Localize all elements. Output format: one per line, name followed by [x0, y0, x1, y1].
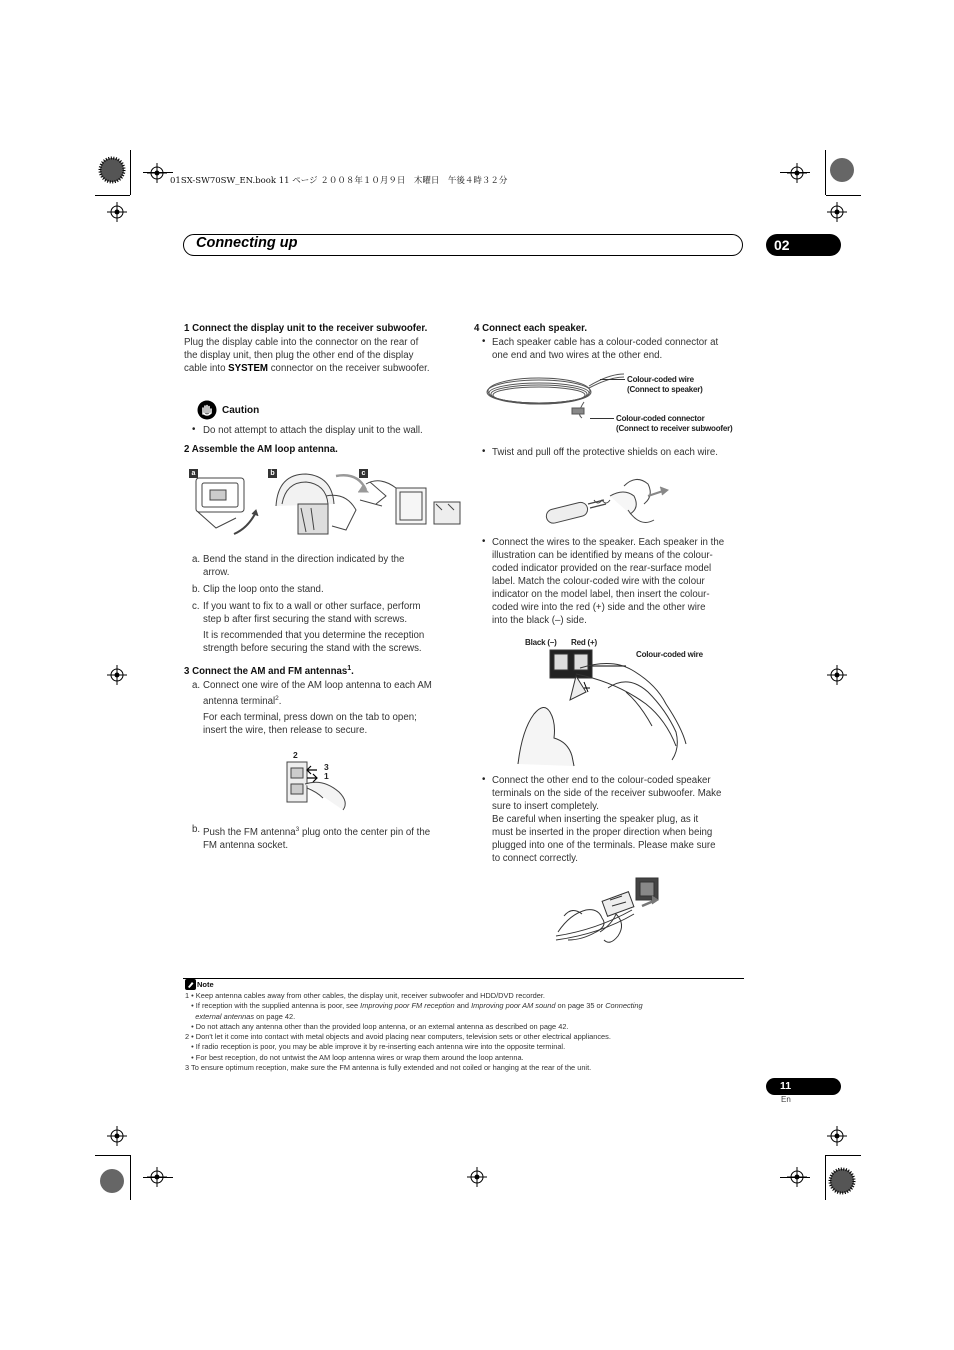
speaker-cable-illustration: [484, 368, 634, 428]
step4-bullet-4: Connect the other end to the colour-coded speaker terminals on the side of the receiver subwoofer. Make sure to insert completely. Be careful when inserting the speaker plug, as it must be inserted in the proper direction when being plugged into one of the terminals. Please make sure to connect correctly.: [492, 775, 722, 864]
bullet-icon: •: [482, 536, 486, 547]
section-title: Connecting up: [196, 235, 298, 251]
step1-line: the display unit, then plug the other end of the display: [184, 350, 414, 361]
step3-a-para: For each terminal, press down on the tab to open; insert the wire, then release to secure.: [203, 712, 417, 736]
colour-coded-wire-label: Colour-coded wire (Connect to speaker): [627, 375, 703, 394]
color-bar-disc-icon: [827, 1166, 857, 1196]
leader-line: [590, 418, 614, 419]
crop-mark: [95, 195, 130, 196]
crop-mark: [95, 1155, 130, 1156]
step3-heading: 3 Connect the AM and FM antennas$^1$.: [184, 665, 354, 678]
note-divider: [183, 978, 744, 979]
figure-label-a: a: [189, 469, 198, 478]
step1-line: cable into SYSTEM connector on the receiver subwoofer.: [184, 363, 430, 374]
step2-item-a: a. Bend the stand in the direction indicated by the arrow.: [192, 554, 405, 578]
page-number: 11: [780, 1080, 792, 1092]
note-line: 1 • Keep antenna cables away from other cables, the display unit, receiver subwoofer and HDD/DVD recorder.: [185, 991, 545, 1000]
speaker-terminal-illustration: [516, 648, 688, 766]
note-line: • If reception with the supplied antenna is poor, see Improving poor FM reception and Improving poor AM sound on page 35 or Connecting: [185, 1001, 643, 1011]
red-terminal-label: Red (+): [571, 638, 597, 647]
step2-heading: 2 Assemble the AM loop antenna.: [184, 444, 338, 455]
bullet-icon: •: [482, 446, 486, 457]
terminal-step-1: 1: [324, 771, 329, 781]
note-line: • Do not attach any antenna other than the provided loop antenna, or an external antenna as described on page 42.: [185, 1021, 569, 1031]
step2-item-c: c. If you want to fix to a wall or other surface, perform step b after first securing the stand with screws.: [192, 601, 421, 625]
step4-bullet-2: Twist and pull off the protective shields on each wire.: [492, 447, 718, 458]
registration-mark-icon: [787, 1167, 807, 1187]
speaker-plug-illustration: [556, 874, 662, 946]
step1-body: [184, 336, 464, 375]
caution-label: Caution: [222, 405, 260, 416]
note-line: external antennas on page 42.: [185, 1011, 296, 1021]
note-pencil-icon: [185, 979, 196, 990]
file-header: 01SX-SW70SW_EN.book 11 ページ ２００８年１０月９日 木曜日 午後４時３２分: [170, 176, 508, 186]
crop-mark: [825, 150, 826, 195]
step3-item-b: b. Push the FM antenna$^3$ plug onto the center pin of the FM antenna socket.: [192, 824, 431, 852]
twist-wire-illustration: [544, 470, 674, 530]
caution-hand-icon: [197, 400, 217, 420]
note-line: • If radio reception is poor, you may be able improve it by re-inserting each antenna wire into the opposite terminal.: [185, 1042, 566, 1052]
registration-mark-icon: [467, 1167, 487, 1187]
black-terminal-label: Black (–): [525, 638, 557, 647]
color-bar-disc-icon: [97, 1166, 127, 1196]
bullet-icon: •: [192, 424, 196, 435]
registration-mark-icon: [827, 1126, 847, 1146]
registration-mark-icon: [827, 665, 847, 685]
step2-item-b: b. Clip the loop onto the stand.: [192, 584, 324, 595]
terminal-step-3: 3: [324, 762, 329, 772]
figure-label-c: c: [359, 469, 368, 478]
page-number-badge: [766, 1078, 841, 1095]
registration-mark-icon: [787, 163, 807, 183]
step4-bullet-3: Connect the wires to the speaker. Each speaker in the illustration can be identified by means of the colour- coded indicator provided on the rear-surface model label. Match the colour-coded wire with the colour indicator on the model label, then insert the colour- coded wire into the red (+) side and the other wire into the black (–) side.: [492, 537, 725, 626]
color-bar-disc-icon: [827, 155, 857, 185]
step4-bullet-1: Each speaker cable has a colour-coded connector at one end and two wires at the other end.: [492, 337, 719, 361]
crop-mark: [825, 1155, 826, 1200]
registration-mark-icon: [107, 1126, 127, 1146]
crop-mark: [826, 195, 861, 196]
colour-coded-wire-label-2: Colour-coded wire: [636, 650, 703, 659]
bullet-icon: •: [482, 336, 486, 347]
bullet-icon: •: [482, 774, 486, 785]
am-loop-antenna-illustration: [186, 466, 466, 546]
note-line: • For best reception, do not untwist the AM loop antenna wires or wrap them around the loop antenna.: [185, 1052, 524, 1062]
system-connector-name: SYSTEM: [228, 363, 269, 374]
step3-item-a: a. Connect one wire of the AM loop antenna to each AM antenna terminal$^2$.: [192, 680, 432, 708]
note-line: 2 • Don't let it come into contact with metal objects and avoid placing near computers, television sets or other electrical appliances.: [185, 1032, 611, 1042]
color-bar-disc-icon: [97, 155, 127, 185]
note-label: Note: [197, 980, 214, 989]
crop-mark: [130, 150, 131, 195]
note-line: 3 To ensure optimum reception, make sure the FM antenna is fully extended and not coiled or hanging at the rear of the unit.: [185, 1063, 592, 1073]
registration-mark-icon: [827, 202, 847, 222]
registration-mark-icon: [147, 1167, 167, 1187]
registration-mark-icon: [107, 665, 127, 685]
crop-mark: [130, 1155, 131, 1200]
colour-coded-connector-label: Colour-coded connector (Connect to receiver subwoofer): [616, 414, 733, 433]
page-language: En: [781, 1095, 791, 1104]
step1-line: Plug the display cable into the connector on the rear of: [184, 337, 419, 348]
step2-note-para: It is recommended that you determine the reception strength before securing the stand with the screws.: [203, 630, 425, 654]
note-body: [185, 991, 643, 1073]
step4-heading: 4 Connect each speaker.: [474, 323, 588, 334]
step1-heading: 1 Connect the display unit to the receiver subwoofer.: [184, 323, 428, 334]
chapter-number: 02: [774, 237, 790, 253]
caution-item: Do not attempt to attach the display unit to the wall.: [203, 425, 423, 436]
crop-mark: [826, 1155, 861, 1156]
leader-line: [600, 379, 625, 380]
registration-mark-icon: [147, 163, 167, 183]
registration-mark-icon: [107, 202, 127, 222]
figure-label-b: b: [268, 469, 277, 478]
terminal-step-2: 2: [293, 750, 298, 760]
